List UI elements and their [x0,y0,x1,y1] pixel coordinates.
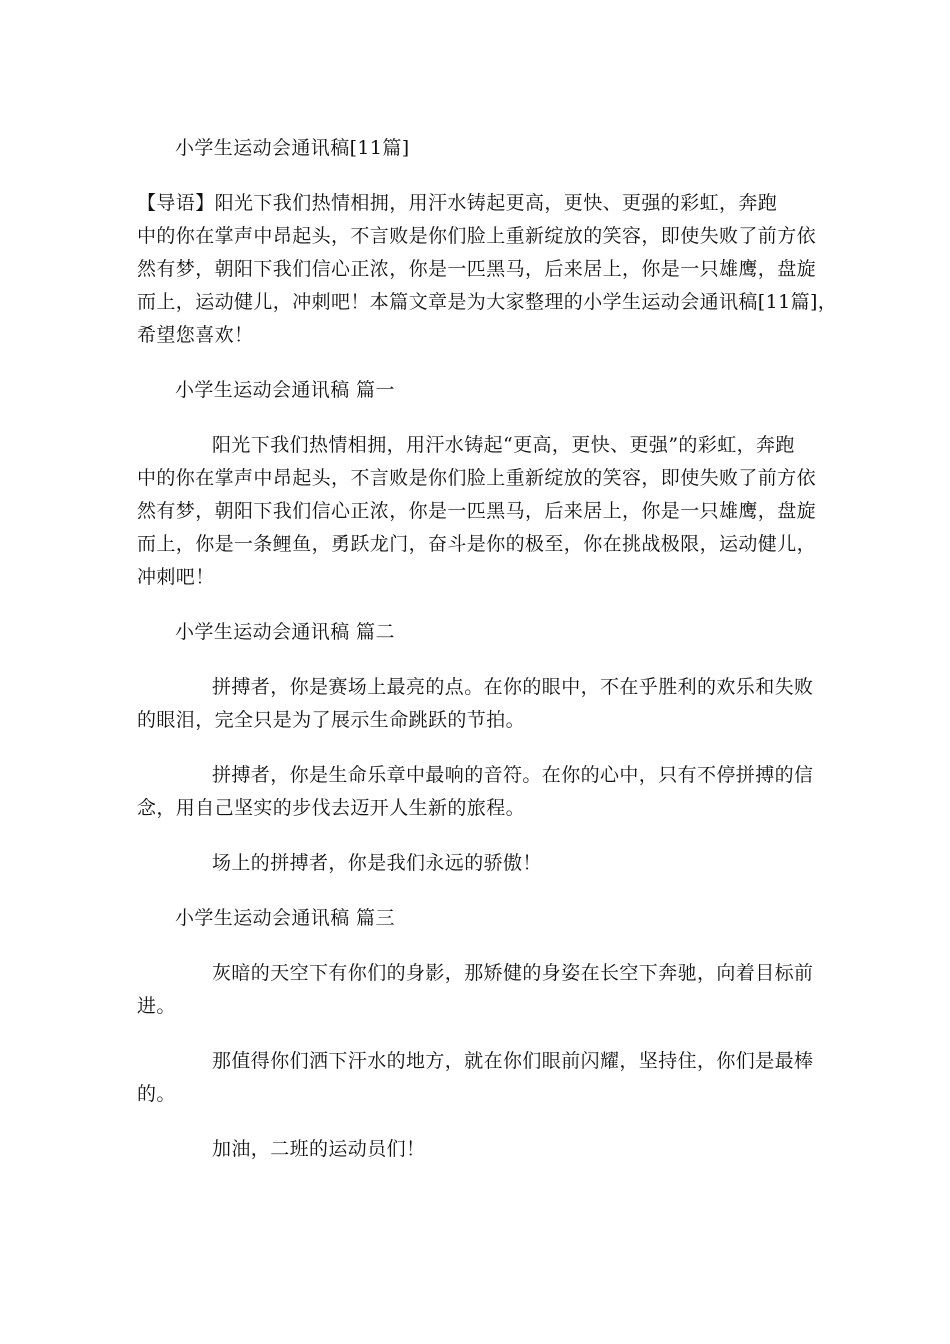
intro-line: 然有梦，朝阳下我们信心正浓，你是一匹黑马，后来居上，你是一只雄鹰，盘旋 [137,258,817,280]
paragraph-line: 的眼泪，完全只是为了展示生命跳跃的节拍。 [137,709,526,731]
paragraph-line: 冲刺吧！ [137,566,215,588]
paragraph-line: 拼搏者，你是赛场上最亮的点。在你的眼中，不在乎胜利的欢乐和失败 [212,676,814,698]
paragraph-line: 灰暗的天空下有你们的身影，那矫健的身姿在长空下奔驰，向着目标前 [212,962,814,984]
paragraph-line: 加油，二班的运动员们！ [212,1138,426,1160]
intro-line: 中的你在掌声中昂起头，不言败是你们脸上重新绽放的笑容，即使失败了前方依 [137,225,817,247]
paragraph-line: 中的你在掌声中昂起头，不言败是你们脸上重新绽放的笑容，即使失败了前方依 [137,467,817,489]
paragraph-line: 然有梦，朝阳下我们信心正浓，你是一匹黑马，后来居上，你是一只雄鹰，盘旋 [137,500,817,522]
paragraph-line: 而上，你是一条鲤鱼，勇跃龙门，奋斗是你的极至，你在挑战极限，运动健儿， [137,533,817,555]
intro-line: 而上，运动健儿，冲刺吧！本篇文章是为大家整理的小学生运动会通讯稿[11篇]， [137,291,838,313]
paragraph-line: 场上的拼搏者，你是我们永远的骄傲！ [212,852,542,874]
paragraph-line: 阳光下我们热情相拥，用汗水铸起“更高，更快、更强”的彩虹，奔跑 [212,434,795,456]
paragraph-line: 念，用自己坚实的步伐去迈开人生新的旅程。 [137,797,526,819]
section-heading-1: 小学生运动会通讯稿 篇一 [175,379,395,401]
section-heading-3: 小学生运动会通讯稿 篇三 [175,907,395,929]
document-title: 小学生运动会通讯稿[11篇] [175,137,410,159]
paragraph-line: 进。 [137,995,176,1017]
intro-line: 【导语】阳光下我们热情相拥，用汗水铸起更高，更快、更强的彩虹，奔跑 [137,192,778,214]
intro-line: 希望您喜欢！ [137,324,254,346]
section-heading-2: 小学生运动会通讯稿 篇二 [175,621,395,643]
paragraph-line: 那值得你们洒下汗水的地方，就在你们眼前闪耀，坚持住，你们是最棒 [212,1050,814,1072]
paragraph-line: 拼搏者，你是生命乐章中最响的音符。在你的心中，只有不停拼搏的信 [212,764,814,786]
paragraph-line: 的。 [137,1083,176,1105]
